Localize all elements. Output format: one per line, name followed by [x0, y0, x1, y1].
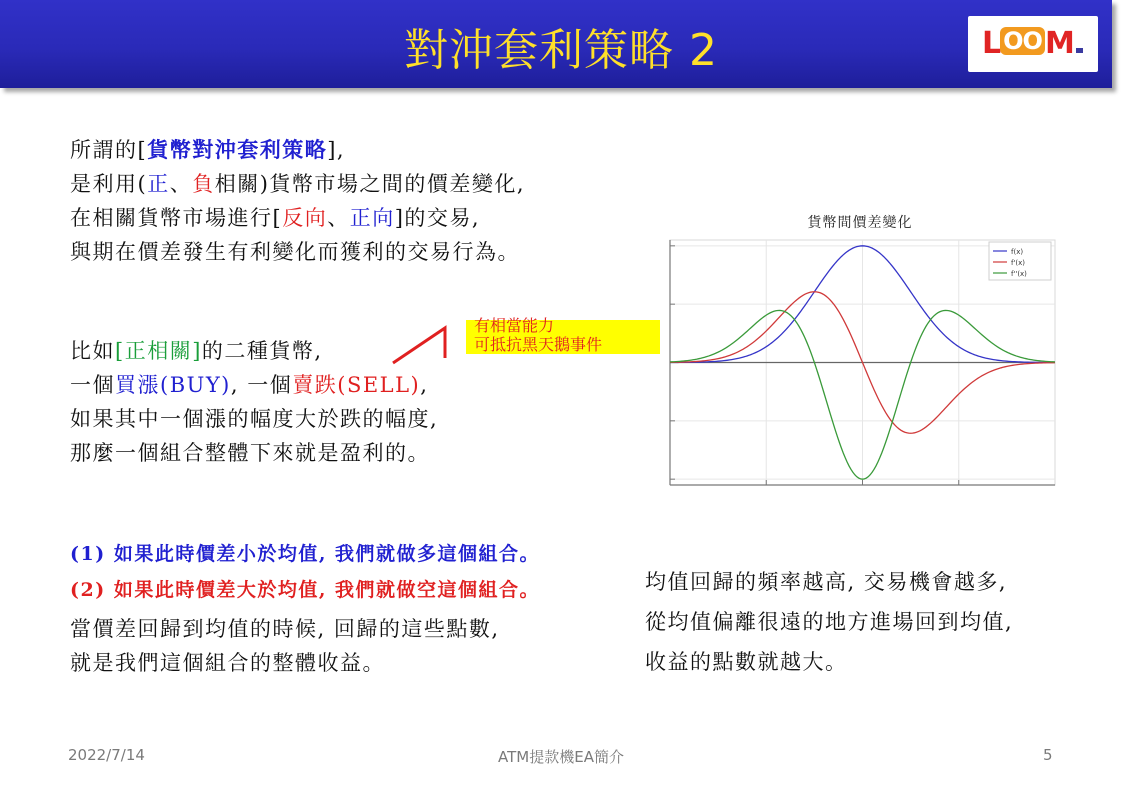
footer-date: 2022/7/14	[68, 746, 145, 764]
example-line-1: 比如[正相關]的二種貨幣,	[70, 339, 323, 363]
logo-oo-icon: OO	[1000, 27, 1045, 55]
legend-label-2: f''(x)	[1011, 270, 1027, 278]
page-number: 5	[1043, 746, 1053, 764]
callout-arrow	[390, 318, 470, 368]
example-line-2: 一個買漲(BUY), 一個賣跌(SELL),	[70, 373, 429, 397]
callout-note: 有相當能力 可抵抗黑天鵝事件	[474, 316, 603, 354]
legend-label-0: f(x)	[1011, 248, 1024, 256]
intro-line-1: 所謂的[貨幣對沖套利策略],	[70, 137, 346, 162]
intro-line-3: 在相關貨幣市場進行[反向、正向]的交易,	[70, 206, 481, 230]
example-paragraph	[70, 334, 438, 470]
slide-title: 對沖套利策略 2	[404, 25, 718, 76]
chart-title: 貨幣間價差變化	[807, 215, 913, 231]
legend-label-1: f'(x)	[1011, 259, 1025, 267]
spread-chart	[660, 230, 1060, 492]
loom-logo	[968, 16, 1098, 72]
rule-long: (1) 如果此時價差小於均值, 我們就做多這個組合。	[70, 543, 541, 565]
example-line-4: 那麼一個組合整體下來就是盈利的。	[70, 441, 430, 465]
rules-list	[70, 536, 540, 608]
intro-line-4: 與期在價差發生有利變化而獲利的交易行為。	[70, 240, 520, 264]
example-line-3: 如果其中一個漲的幅度大於跌的幅度,	[70, 407, 439, 431]
logo-dot-icon	[1076, 48, 1083, 53]
intro-paragraph	[70, 133, 525, 269]
summary-paragraph: 均值回歸的頻率越高, 交易機會越多, 從均值偏離很遠的地方進場回到均值, 收益的點數就越大。	[645, 570, 1014, 674]
rules-explanation: 當價差回歸到均值的時候, 回歸的這些點數, 就是我們這個組合的整體收益。	[70, 617, 500, 675]
logo-text: L OO M	[982, 26, 1083, 61]
rule-short: (2) 如果此時價差大於均值, 我們就做空這個組合。	[70, 579, 541, 601]
footer-title: ATM提款機EA簡介	[498, 748, 624, 766]
intro-line-2: 是利用(正、負相關)貨幣市場之間的價差變化,	[70, 172, 526, 196]
